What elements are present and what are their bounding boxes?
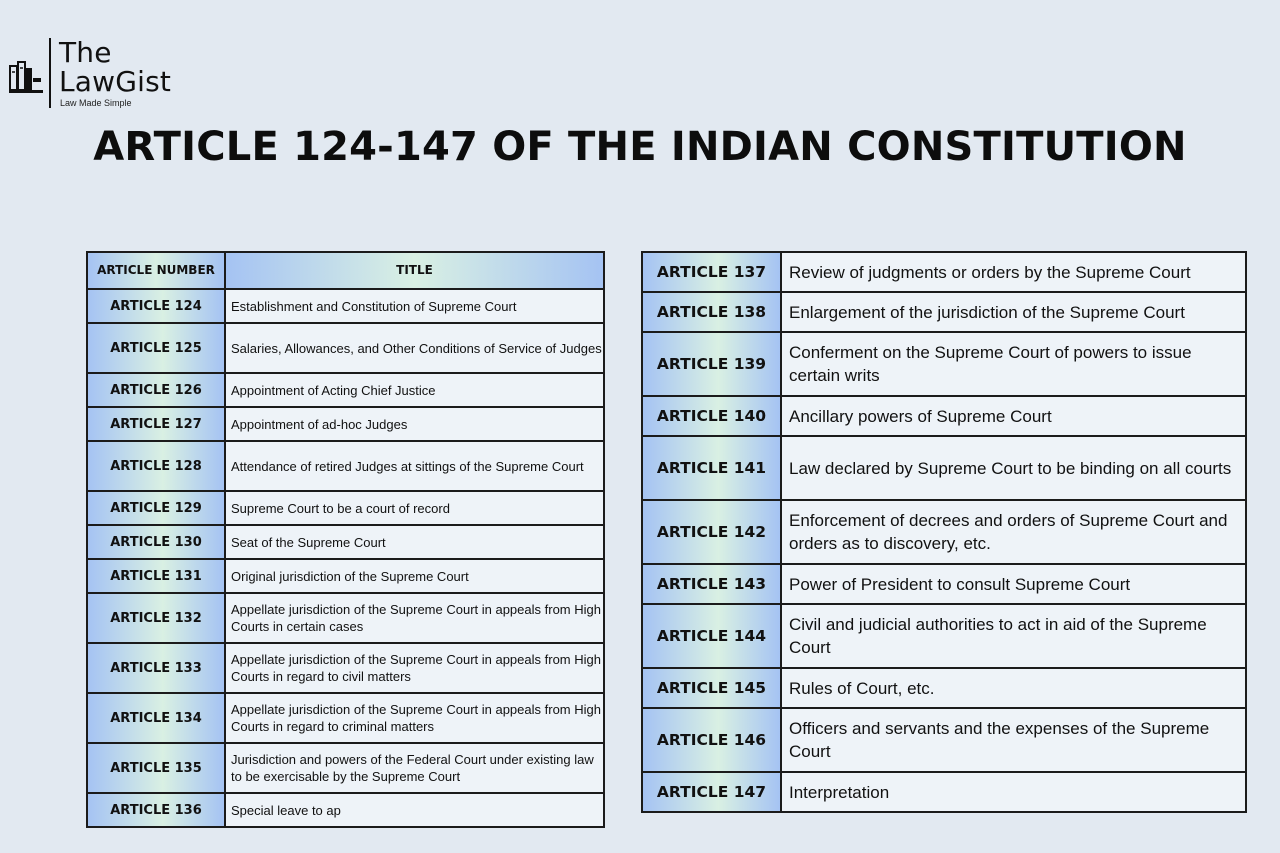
table-row bbox=[87, 491, 604, 525]
article-title: Appellate jurisdiction of the Supreme Court in appeals from High Courts in certain cases bbox=[225, 593, 604, 643]
article-number: ARTICLE 139 bbox=[642, 332, 781, 396]
article-number: ARTICLE 142 bbox=[642, 500, 781, 564]
article-number: ARTICLE 131 bbox=[87, 559, 225, 593]
article-title: Jurisdiction and powers of the Federal Court under existing law to be exercisable by the Supreme Court bbox=[225, 743, 604, 793]
article-title: Enlargement of the jurisdiction of the Supreme Court bbox=[781, 292, 1246, 332]
table-row bbox=[87, 323, 604, 373]
table-row bbox=[642, 292, 1246, 332]
table-row bbox=[87, 593, 604, 643]
article-number: ARTICLE 132 bbox=[87, 593, 225, 643]
books-gavel-icon bbox=[8, 56, 44, 96]
article-title: Law declared by Supreme Court to be binding on all courts bbox=[781, 436, 1246, 500]
table-row bbox=[87, 407, 604, 441]
article-title: Supreme Court to be a court of record bbox=[225, 491, 604, 525]
logo-wordmark bbox=[59, 38, 171, 108]
article-number: ARTICLE 130 bbox=[87, 525, 225, 559]
article-title: Conferment on the Supreme Court of powers to issue certain writs bbox=[781, 332, 1246, 396]
table-row bbox=[642, 500, 1246, 564]
article-title: Rules of Court, etc. bbox=[781, 668, 1246, 708]
article-title: Original jurisdiction of the Supreme Court bbox=[225, 559, 604, 593]
article-title: Officers and servants and the expenses of the Supreme Court bbox=[781, 708, 1246, 772]
table-row bbox=[642, 564, 1246, 604]
article-title: Special leave to ap bbox=[225, 793, 604, 827]
article-number: ARTICLE 141 bbox=[642, 436, 781, 500]
article-title: Ancillary powers of Supreme Court bbox=[781, 396, 1246, 436]
table-row bbox=[87, 559, 604, 593]
table-row bbox=[642, 332, 1246, 396]
article-number: ARTICLE 144 bbox=[642, 604, 781, 668]
left-table-body bbox=[87, 289, 604, 827]
article-title: Power of President to consult Supreme Court bbox=[781, 564, 1246, 604]
table-row bbox=[87, 743, 604, 793]
table-row bbox=[87, 643, 604, 693]
table-row bbox=[642, 772, 1246, 812]
logo-line-2: LawGist bbox=[59, 65, 172, 98]
article-title: Seat of the Supreme Court bbox=[225, 525, 604, 559]
articles-table-left bbox=[86, 251, 605, 828]
table-row bbox=[87, 525, 604, 559]
table-row bbox=[87, 441, 604, 491]
article-title: Enforcement of decrees and orders of Supreme Court and orders as to discovery, etc. bbox=[781, 500, 1246, 564]
article-number: ARTICLE 145 bbox=[642, 668, 781, 708]
table-row bbox=[87, 793, 604, 827]
article-number: ARTICLE 124 bbox=[87, 289, 225, 323]
article-number: ARTICLE 147 bbox=[642, 772, 781, 812]
right-table-body bbox=[642, 252, 1246, 812]
table-row bbox=[642, 604, 1246, 668]
logo-divider bbox=[49, 38, 51, 108]
logo bbox=[8, 38, 171, 110]
article-title: Appointment of ad-hoc Judges bbox=[225, 407, 604, 441]
article-title: Appellate jurisdiction of the Supreme Court in appeals from High Courts in regard to civil matters bbox=[225, 643, 604, 693]
header-article-number: ARTICLE NUMBER bbox=[87, 252, 225, 289]
table-row bbox=[642, 252, 1246, 292]
article-number: ARTICLE 135 bbox=[87, 743, 225, 793]
article-number: ARTICLE 126 bbox=[87, 373, 225, 407]
article-title: Interpretation bbox=[781, 772, 1246, 812]
article-number: ARTICLE 127 bbox=[87, 407, 225, 441]
article-number: ARTICLE 143 bbox=[642, 564, 781, 604]
table-header-row bbox=[87, 252, 604, 289]
logo-tagline: Law Made Simple bbox=[60, 98, 132, 108]
article-title: Salaries, Allowances, and Other Conditions of Service of Judges bbox=[225, 323, 604, 373]
table-row bbox=[642, 396, 1246, 436]
article-number: ARTICLE 134 bbox=[87, 693, 225, 743]
table-row bbox=[87, 693, 604, 743]
article-number: ARTICLE 129 bbox=[87, 491, 225, 525]
table-row bbox=[642, 436, 1246, 500]
page-title: ARTICLE 124-147 OF THE INDIAN CONSTITUTION bbox=[93, 124, 1187, 170]
article-number: ARTICLE 136 bbox=[87, 793, 225, 827]
article-title: Establishment and Constitution of Supreme Court bbox=[225, 289, 604, 323]
article-title: Civil and judicial authorities to act in aid of the Supreme Court bbox=[781, 604, 1246, 668]
article-number: ARTICLE 137 bbox=[642, 252, 781, 292]
article-title: Attendance of retired Judges at sittings of the Supreme Court bbox=[225, 441, 604, 491]
article-title: Appointment of Acting Chief Justice bbox=[225, 373, 604, 407]
table-row bbox=[87, 289, 604, 323]
table-row bbox=[87, 373, 604, 407]
table-row bbox=[642, 708, 1246, 772]
article-title: Review of judgments or orders by the Supreme Court bbox=[781, 252, 1246, 292]
articles-table-right bbox=[641, 251, 1247, 813]
article-number: ARTICLE 138 bbox=[642, 292, 781, 332]
article-number: ARTICLE 125 bbox=[87, 323, 225, 373]
article-number: ARTICLE 140 bbox=[642, 396, 781, 436]
logo-line-1: The bbox=[59, 36, 112, 69]
header-title: TITLE bbox=[225, 252, 604, 289]
article-title: Appellate jurisdiction of the Supreme Court in appeals from High Courts in regard to criminal matters bbox=[225, 693, 604, 743]
article-number: ARTICLE 146 bbox=[642, 708, 781, 772]
table-row bbox=[642, 668, 1246, 708]
article-number: ARTICLE 128 bbox=[87, 441, 225, 491]
article-number: ARTICLE 133 bbox=[87, 643, 225, 693]
